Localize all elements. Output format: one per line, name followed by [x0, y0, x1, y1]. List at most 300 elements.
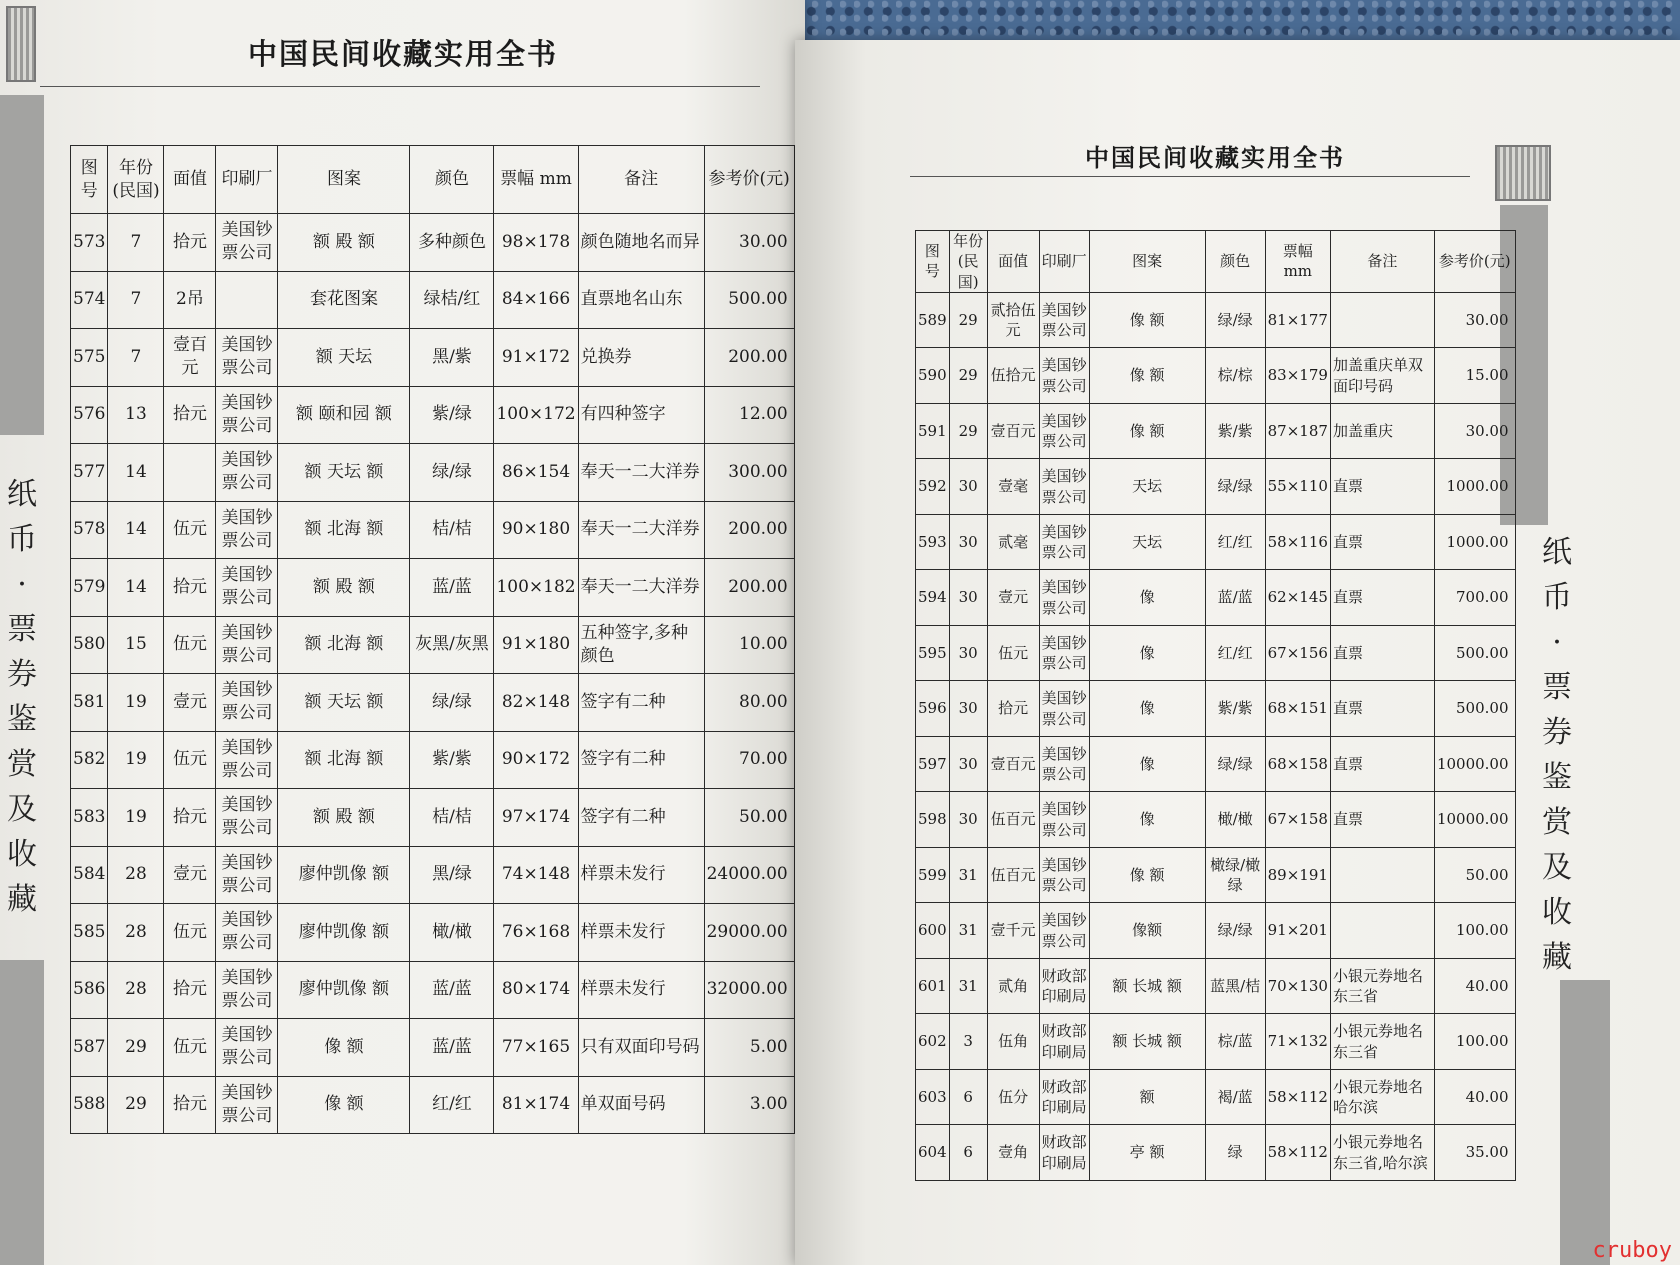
table-row [71, 386, 795, 444]
table-cell: 81×174 [494, 1076, 578, 1134]
table-cell: 603 [916, 1069, 950, 1125]
table-cell: 奉天一二大洋券 [578, 444, 704, 502]
table-cell: 91×180 [494, 616, 578, 674]
table-cell: 额 殿 额 [278, 789, 410, 847]
table-cell: 599 [916, 847, 950, 903]
table-cell: 美国钞票公司 [216, 329, 278, 387]
table-cell: 80.00 [704, 674, 794, 732]
table-cell: 美国钞票公司 [1039, 736, 1089, 792]
table-cell: 593 [916, 514, 950, 570]
table-cell: 40.00 [1434, 958, 1515, 1014]
table-cell: 壹百元 [987, 403, 1039, 459]
table-cell: 壹百元 [164, 329, 216, 387]
table-row [916, 681, 1516, 737]
table-cell: 美国钞票公司 [1039, 459, 1089, 515]
table-cell: 廖仲凯像 额 [278, 961, 410, 1019]
table-cell: 奉天一二大洋券 [578, 559, 704, 617]
table-cell: 7 [108, 214, 164, 272]
table-cell: 24000.00 [704, 846, 794, 904]
table-cell: 壹千元 [987, 903, 1039, 959]
table-cell: 28 [108, 846, 164, 904]
column-header: 图号 [71, 146, 108, 214]
table-row [71, 904, 795, 962]
table-cell: 伍元 [164, 731, 216, 789]
table-cell: 30.00 [1434, 403, 1515, 459]
table-cell: 样票未发行 [578, 904, 704, 962]
table-cell: 30 [949, 625, 987, 681]
table-cell: 额 长城 额 [1089, 958, 1205, 1014]
column-header: 年份(民国) [949, 231, 987, 293]
table-cell: 15 [108, 616, 164, 674]
table-cell: 14 [108, 501, 164, 559]
table-cell: 绿/绿 [1205, 903, 1265, 959]
table-cell: 200.00 [704, 329, 794, 387]
watermark: cruboy [1592, 1238, 1672, 1263]
table-cell: 拾元 [164, 559, 216, 617]
table-cell: 伍百元 [987, 847, 1039, 903]
column-header: 印刷厂 [216, 146, 278, 214]
table-cell: 亭 额 [1089, 1125, 1205, 1181]
table-cell: 灰黑/灰黑 [410, 616, 494, 674]
right-banknote-table [915, 230, 1516, 1181]
table-cell: 美国钞票公司 [1039, 514, 1089, 570]
table-cell: 600 [916, 903, 950, 959]
table-cell: 像 [1089, 625, 1205, 681]
table-cell: 587 [71, 1019, 108, 1077]
table-row [71, 846, 795, 904]
table-cell: 美国钞票公司 [216, 214, 278, 272]
table-cell: 598 [916, 792, 950, 848]
table-cell: 592 [916, 459, 950, 515]
table-cell: 单双面号码 [578, 1076, 704, 1134]
right-page-header-title: 中国民间收藏实用全书 [1085, 144, 1345, 172]
left-header-rule [40, 86, 760, 87]
table-row [916, 348, 1516, 404]
table-cell: 12.00 [704, 386, 794, 444]
right-table-wrap [915, 230, 1516, 1181]
table-cell: 68×158 [1265, 736, 1330, 792]
table-cell: 财政部印刷局 [1039, 1125, 1089, 1181]
table-cell: 500.00 [1434, 681, 1515, 737]
column-header: 颜色 [410, 146, 494, 214]
table-cell: 588 [71, 1076, 108, 1134]
table-cell: 84×166 [494, 271, 578, 329]
table-cell: 585 [71, 904, 108, 962]
table-cell: 额 北海 额 [278, 731, 410, 789]
table-cell: 55×110 [1265, 459, 1330, 515]
table-cell: 579 [71, 559, 108, 617]
table-cell: 76×168 [494, 904, 578, 962]
table-cell: 19 [108, 731, 164, 789]
table-cell: 7 [108, 271, 164, 329]
table-cell: 97×174 [494, 789, 578, 847]
table-cell: 贰角 [987, 958, 1039, 1014]
table-cell: 像 [1089, 736, 1205, 792]
table-row [916, 403, 1516, 459]
table-cell: 蓝/蓝 [410, 961, 494, 1019]
table-cell: 580 [71, 616, 108, 674]
table-cell: 财政部印刷局 [1039, 1069, 1089, 1125]
table-cell: 棕/蓝 [1205, 1014, 1265, 1070]
table-cell: 86×154 [494, 444, 578, 502]
table-cell: 602 [916, 1014, 950, 1070]
table-cell: 32000.00 [704, 961, 794, 1019]
table-cell: 棕/棕 [1205, 348, 1265, 404]
table-row [71, 1019, 795, 1077]
column-header: 备注 [1330, 231, 1434, 293]
table-cell: 绿/绿 [410, 444, 494, 502]
table-cell: 100.00 [1434, 1014, 1515, 1070]
table-row [916, 625, 1516, 681]
table-cell: 美国钞票公司 [216, 846, 278, 904]
table-cell: 颜色随地名而异 [578, 214, 704, 272]
table-cell: 样票未发行 [578, 846, 704, 904]
table-cell: 31 [949, 958, 987, 1014]
table-row [916, 1125, 1516, 1181]
table-cell: 15.00 [1434, 348, 1515, 404]
table-cell: 廖仲凯像 额 [278, 904, 410, 962]
table-cell: 6 [949, 1069, 987, 1125]
table-cell: 7 [108, 329, 164, 387]
table-cell: 伍分 [987, 1069, 1039, 1125]
table-cell: 壹元 [987, 570, 1039, 626]
table-cell: 像 [1089, 681, 1205, 737]
table-row [71, 444, 795, 502]
table-row [71, 501, 795, 559]
table-cell: 100×182 [494, 559, 578, 617]
table-cell: 601 [916, 958, 950, 1014]
table-row [71, 559, 795, 617]
table-cell: 直票 [1330, 625, 1434, 681]
table-cell: 604 [916, 1125, 950, 1181]
table-cell [216, 271, 278, 329]
table-cell: 589 [916, 292, 950, 348]
table-cell: 582 [71, 731, 108, 789]
table-cell: 29 [949, 348, 987, 404]
table-cell: 574 [71, 271, 108, 329]
table-cell: 19 [108, 789, 164, 847]
table-cell: 576 [71, 386, 108, 444]
table-cell: 像 额 [1089, 292, 1205, 348]
column-header: 参考价(元) [1434, 231, 1515, 293]
table-header-row [71, 146, 795, 214]
table-cell: 直票 [1330, 459, 1434, 515]
table-cell: 财政部印刷局 [1039, 1014, 1089, 1070]
table-cell: 10000.00 [1434, 736, 1515, 792]
table-cell: 597 [916, 736, 950, 792]
table-cell: 伍元 [164, 501, 216, 559]
table-cell: 美国钞票公司 [216, 1076, 278, 1134]
table-cell: 贰毫 [987, 514, 1039, 570]
table-cell: 13 [108, 386, 164, 444]
table-cell: 80×174 [494, 961, 578, 1019]
table-cell: 五种签字,多种颜色 [578, 616, 704, 674]
table-cell: 桔/桔 [410, 501, 494, 559]
table-cell: 褐/蓝 [1205, 1069, 1265, 1125]
table-cell: 美国钞票公司 [216, 444, 278, 502]
table-cell: 700.00 [1434, 570, 1515, 626]
table-cell: 壹毫 [987, 459, 1039, 515]
table-cell: 绿 [1205, 1125, 1265, 1181]
table-cell: 绿/绿 [1205, 459, 1265, 515]
table-row [71, 616, 795, 674]
table-cell: 1000.00 [1434, 459, 1515, 515]
table-row [916, 736, 1516, 792]
table-cell: 578 [71, 501, 108, 559]
table-row [916, 958, 1516, 1014]
table-cell: 紫/紫 [1205, 681, 1265, 737]
column-header: 票幅 mm [1265, 231, 1330, 293]
table-cell: 小银元券地名哈尔滨 [1330, 1069, 1434, 1125]
table-row [916, 903, 1516, 959]
table-cell: 58×112 [1265, 1069, 1330, 1125]
table-cell: 67×156 [1265, 625, 1330, 681]
table-cell: 91×172 [494, 329, 578, 387]
table-cell: 橄绿/橄绿 [1205, 847, 1265, 903]
table-cell: 蓝/蓝 [410, 559, 494, 617]
table-cell: 62×145 [1265, 570, 1330, 626]
table-cell: 伍元 [164, 904, 216, 962]
table-cell: 583 [71, 789, 108, 847]
table-cell: 绿桔/红 [410, 271, 494, 329]
table-row [916, 1069, 1516, 1125]
table-cell: 伍元 [987, 625, 1039, 681]
table-cell: 67×158 [1265, 792, 1330, 848]
table-cell: 财政部印刷局 [1039, 958, 1089, 1014]
table-cell: 额 天坛 额 [278, 444, 410, 502]
left-side-bar-bottom [0, 960, 44, 1265]
table-cell: 像 额 [1089, 847, 1205, 903]
table-cell: 70×130 [1265, 958, 1330, 1014]
table-cell: 30.00 [1434, 292, 1515, 348]
table-cell: 桔/桔 [410, 789, 494, 847]
table-cell: 500.00 [1434, 625, 1515, 681]
table-cell: 100.00 [1434, 903, 1515, 959]
table-cell: 89×191 [1265, 847, 1330, 903]
table-row [916, 292, 1516, 348]
table-cell: 额 殿 额 [278, 214, 410, 272]
table-cell: 595 [916, 625, 950, 681]
table-cell: 红/红 [410, 1076, 494, 1134]
table-cell: 伍百元 [987, 792, 1039, 848]
column-header: 颜色 [1205, 231, 1265, 293]
table-cell: 77×165 [494, 1019, 578, 1077]
table-cell: 小银元券地名东三省,哈尔滨 [1330, 1125, 1434, 1181]
table-cell: 1000.00 [1434, 514, 1515, 570]
table-cell: 30 [949, 570, 987, 626]
table-cell: 额 殿 额 [278, 559, 410, 617]
table-cell: 美国钞票公司 [216, 961, 278, 1019]
table-cell: 签字有二种 [578, 789, 704, 847]
table-cell: 拾元 [164, 1076, 216, 1134]
left-table-wrap [70, 145, 795, 1134]
table-cell: 直票 [1330, 792, 1434, 848]
table-row [916, 847, 1516, 903]
table-row [71, 731, 795, 789]
table-cell: 200.00 [704, 559, 794, 617]
left-page [0, 0, 805, 1265]
table-cell: 签字有二种 [578, 674, 704, 732]
table-cell: 套花图案 [278, 271, 410, 329]
table-cell: 美国钞票公司 [216, 1019, 278, 1077]
table-cell: 71×132 [1265, 1014, 1330, 1070]
table-cell: 橄/橄 [410, 904, 494, 962]
table-cell: 额 [1089, 1069, 1205, 1125]
table-row [916, 1014, 1516, 1070]
table-cell: 40.00 [1434, 1069, 1515, 1125]
table-cell: 绿/绿 [410, 674, 494, 732]
table-cell: 紫/紫 [410, 731, 494, 789]
table-cell: 美国钞票公司 [216, 904, 278, 962]
table-cell: 30 [949, 736, 987, 792]
table-cell: 拾元 [987, 681, 1039, 737]
table-row [71, 271, 795, 329]
table-cell: 伍角 [987, 1014, 1039, 1070]
right-side-tab-label: 纸 币 · 票 券 鉴 赏 及 收 藏 [1542, 535, 1572, 975]
table-cell: 29 [108, 1076, 164, 1134]
table-cell: 90×180 [494, 501, 578, 559]
table-cell: 加盖重庆 [1330, 403, 1434, 459]
table-row [71, 329, 795, 387]
table-cell: 87×187 [1265, 403, 1330, 459]
table-cell [1330, 903, 1434, 959]
table-cell: 像 [1089, 792, 1205, 848]
table-cell: 紫/绿 [410, 386, 494, 444]
table-cell: 伍拾元 [987, 348, 1039, 404]
table-row [916, 514, 1516, 570]
column-header: 面值 [987, 231, 1039, 293]
table-row [71, 789, 795, 847]
table-cell: 拾元 [164, 961, 216, 1019]
table-cell: 像 额 [1089, 348, 1205, 404]
table-cell: 黑/绿 [410, 846, 494, 904]
table-cell: 额 天坛 [278, 329, 410, 387]
table-cell: 58×112 [1265, 1125, 1330, 1181]
table-cell: 直票 [1330, 681, 1434, 737]
left-corner-ornament [6, 6, 36, 82]
table-cell: 美国钞票公司 [216, 616, 278, 674]
table-cell: 像 额 [1089, 403, 1205, 459]
table-cell: 14 [108, 444, 164, 502]
table-cell: 天坛 [1089, 459, 1205, 515]
table-cell: 50.00 [1434, 847, 1515, 903]
column-header: 票幅 mm [494, 146, 578, 214]
table-cell: 额 北海 额 [278, 616, 410, 674]
table-cell: 30 [949, 459, 987, 515]
column-header: 图案 [278, 146, 410, 214]
table-cell: 30.00 [704, 214, 794, 272]
column-header: 备注 [578, 146, 704, 214]
right-side-bar-bottom [1560, 980, 1610, 1265]
left-banknote-table [70, 145, 795, 1134]
table-cell: 美国钞票公司 [1039, 792, 1089, 848]
table-cell: 28 [108, 961, 164, 1019]
table-row [71, 674, 795, 732]
table-cell: 98×178 [494, 214, 578, 272]
table-cell: 50.00 [704, 789, 794, 847]
table-cell: 3.00 [704, 1076, 794, 1134]
table-cell: 小银元券地名东三省 [1330, 1014, 1434, 1070]
table-cell: 91×201 [1265, 903, 1330, 959]
column-header: 面值 [164, 146, 216, 214]
table-cell: 30 [949, 514, 987, 570]
table-cell: 直票 [1330, 736, 1434, 792]
table-cell: 70.00 [704, 731, 794, 789]
table-cell: 577 [71, 444, 108, 502]
table-cell: 美国钞票公司 [216, 731, 278, 789]
table-cell: 82×148 [494, 674, 578, 732]
table-cell: 300.00 [704, 444, 794, 502]
table-cell: 573 [71, 214, 108, 272]
table-cell: 581 [71, 674, 108, 732]
table-cell: 590 [916, 348, 950, 404]
table-cell: 美国钞票公司 [1039, 847, 1089, 903]
table-cell [1330, 847, 1434, 903]
table-cell: 额 长城 额 [1089, 1014, 1205, 1070]
table-cell: 黑/紫 [410, 329, 494, 387]
table-cell: 29 [949, 292, 987, 348]
column-header: 参考价(元) [704, 146, 794, 214]
column-header: 图号 [916, 231, 950, 293]
table-cell: 蓝/蓝 [1205, 570, 1265, 626]
table-cell: 天坛 [1089, 514, 1205, 570]
right-header-rule [910, 176, 1470, 177]
table-cell: 直票 [1330, 514, 1434, 570]
table-cell: 额 天坛 额 [278, 674, 410, 732]
table-cell: 美国钞票公司 [216, 501, 278, 559]
table-cell: 兑换券 [578, 329, 704, 387]
table-cell: 小银元券地名东三省 [1330, 958, 1434, 1014]
table-cell: 美国钞票公司 [216, 789, 278, 847]
table-cell: 596 [916, 681, 950, 737]
table-cell: 10000.00 [1434, 792, 1515, 848]
table-row [71, 1076, 795, 1134]
table-cell: 美国钞票公司 [1039, 403, 1089, 459]
table-cell: 直票 [1330, 570, 1434, 626]
table-cell: 美国钞票公司 [1039, 570, 1089, 626]
table-cell: 像额 [1089, 903, 1205, 959]
table-cell: 35.00 [1434, 1125, 1515, 1181]
table-cell: 伍元 [164, 1019, 216, 1077]
table-cell: 绿/绿 [1205, 736, 1265, 792]
table-cell: 拾元 [164, 386, 216, 444]
table-cell: 29 [108, 1019, 164, 1077]
table-cell: 90×172 [494, 731, 578, 789]
table-cell: 83×179 [1265, 348, 1330, 404]
table-cell: 伍元 [164, 616, 216, 674]
table-cell: 美国钞票公司 [216, 674, 278, 732]
table-cell: 500.00 [704, 271, 794, 329]
table-cell: 紫/紫 [1205, 403, 1265, 459]
left-side-tab-label: 纸 币 · 票 券 鉴 赏 及 收 藏 [7, 477, 37, 917]
table-cell: 像 额 [278, 1019, 410, 1077]
table-cell: 30 [949, 792, 987, 848]
table-cell: 橄/橄 [1205, 792, 1265, 848]
table-cell: 19 [108, 674, 164, 732]
table-cell: 签字有二种 [578, 731, 704, 789]
table-cell: 81×177 [1265, 292, 1330, 348]
table-cell: 像 [1089, 570, 1205, 626]
table-cell: 591 [916, 403, 950, 459]
table-cell: 廖仲凯像 额 [278, 846, 410, 904]
table-cell: 蓝/蓝 [410, 1019, 494, 1077]
table-cell: 31 [949, 847, 987, 903]
table-cell [164, 444, 216, 502]
table-cell: 加盖重庆单双面印号码 [1330, 348, 1434, 404]
table-cell: 美国钞票公司 [216, 559, 278, 617]
table-cell: 14 [108, 559, 164, 617]
table-cell: 594 [916, 570, 950, 626]
